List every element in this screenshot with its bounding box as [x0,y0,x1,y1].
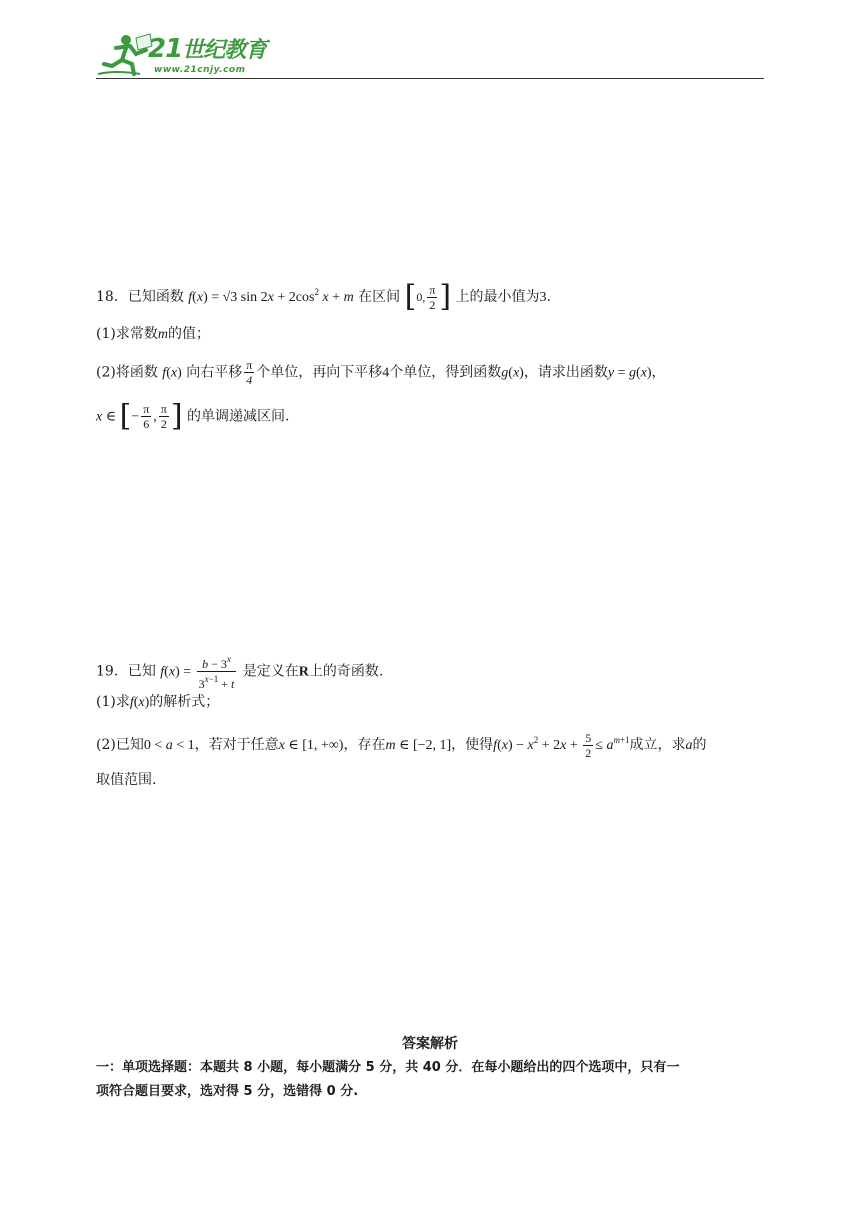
q19-part2-cont: 取值范围. [96,772,157,788]
q18-part2: (2)将函数 f(x) 向右平移 $\frac{\pi}{4}$ 个单位，再向下平移4个单位，得到函数g(x)，请求出函数y = g(x)， [96,358,666,387]
q18-part1: (1)求常数m的值； [96,326,210,342]
answers-section1-line1: 一：单项选择题：本题共 8 小题，每小题满分 5 分，共 40 分．在每小题给出的四个选项中，只有一 [96,1060,680,1075]
logo-wordmark: 21世纪教育 [148,34,267,64]
page-header [96,30,764,80]
q19-stem: 19．已知 f(x) = $\frac{b - 3^x}{3^{x-1} + t}$ 是定义在R上的奇函数. [96,654,384,691]
q18-stem: 18．已知函数 f(x) = √3 $\sin 2x + 2\cos^2$ x + m 在区间 [0, $\frac{\pi}{2}$ ] 上的最小值为3. [96,279,551,314]
q19-part2: (2)已知0 < a < 1，若对于任意x ∈ [1, +∞)，存在m ∈ [−2, 1]，使得$f(x) - x^2 + 2x$ + $\frac{5}{2}$ ≤ $a^{m+1}$成立，求a的 [96,730,707,760]
q18-part2-domain: x ∈ [− $\frac{\pi}{6}$ , $\frac{\pi}{2}$ ] 的单调递减区间. [96,398,290,434]
answers-section1-line2: 项符合题目要求，选对得 5 分，选错得 0 分. [96,1084,359,1099]
q19-part1: (1)求f(x)的解析式； [96,694,220,710]
answers-title: 答案解析 [402,1036,458,1052]
header-divider [96,78,764,79]
logo-url: www.21cnjy.com [154,65,246,75]
